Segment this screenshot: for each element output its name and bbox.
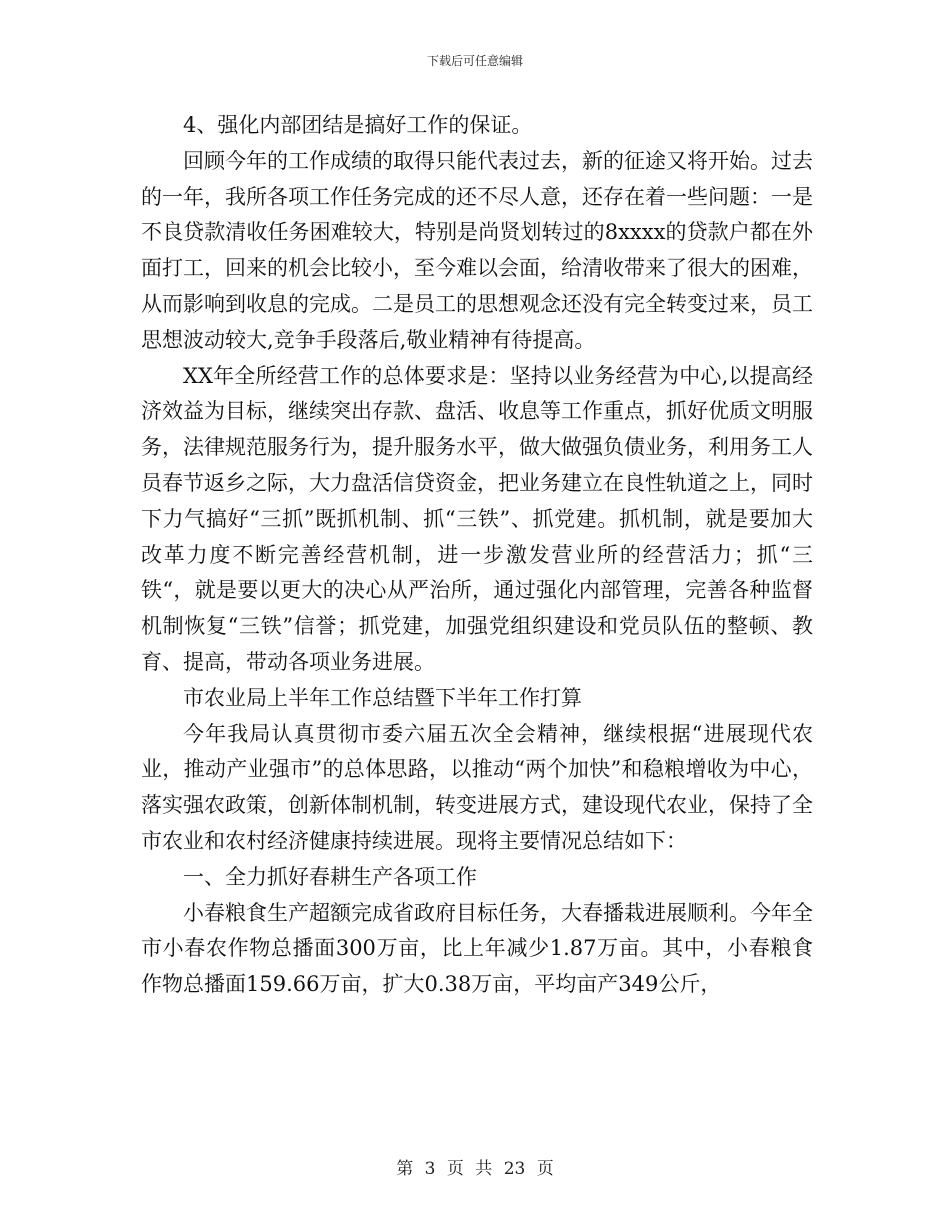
paragraph: 4、强化内部团结是搞好工作的保证。 [183, 113, 533, 137]
paragraph: 今年我局认真贯彻市委六届五次全会精神，继续根据“进展现代农业，推动产业强市”的总体思路，以推动“两个加快”和稳粮增收为中心，落实强农政策，创新体制机制，转变进展方式，建设现代农业，保持了全市农业和农村经济健康持续进展。现将主要情况总结如下： [141, 721, 813, 853]
page-footer: 第 3 页 共 23 页 [396, 1159, 554, 1179]
paragraph: XX年全所经营工作的总体要求是：坚持以业务经营为中心,以提高经济效益为目标，继续突出存款、盘活、收息等工作重点，抓好优质文明服务，法律规范服务行为，提升服务水平，做大做强负债业务，利用务工人员春节返乡之际，大力盘活信贷资金，把业务建立在良性轨道之上，同时下力气搞好“三抓”既抓机制、抓“三铁”、抓党建。抓机制，就是要加大改革力度不断完善经营机制，进一步激发营业所的经营活力；抓“三铁“，就是要以更大的决心从严治所，通过强化内部管理，完善各种监督机制恢复“三铁”信誉；抓党建，加强党组织建设和党员队伍的整顿、教育、提高，带动各项业务进展。 [141, 363, 813, 674]
page-header: 下载后可任意编辑 [426, 54, 523, 68]
section-heading: 一、全力抓好春耕生产各项工作 [183, 864, 477, 889]
section-title: 市农业局上半年工作总结暨下半年工作打算 [183, 685, 582, 710]
paragraph: 回顾今年的工作成绩的取得只能代表过去，新的征途又将开始。过去的一年，我所各项工作任务完成的还不尽人意，还存在着一些问题：一是不良贷款清收任务困难较大，特别是尚贤划转过的8xxxx的贷款户都在外面打工，回来的机会比较小，至今难以会面，给清收带来了很大的困难，从而影响到收息的完成。二是员工的思想观念还没有完全转变过来，员工思想波动较大,竞争手段落后,敬业精神有待提高。 [141, 148, 813, 352]
paragraph: 小春粮食生产超额完成省政府目标任务，大春播栽进展顺利。今年全市小春农作物总播面300万亩，比上年减少1.87万亩。其中，小春粮食作物总播面159.66万亩，扩大0.38万亩，平均亩产349公斤， [141, 900, 813, 997]
document-body [141, 108, 813, 1003]
